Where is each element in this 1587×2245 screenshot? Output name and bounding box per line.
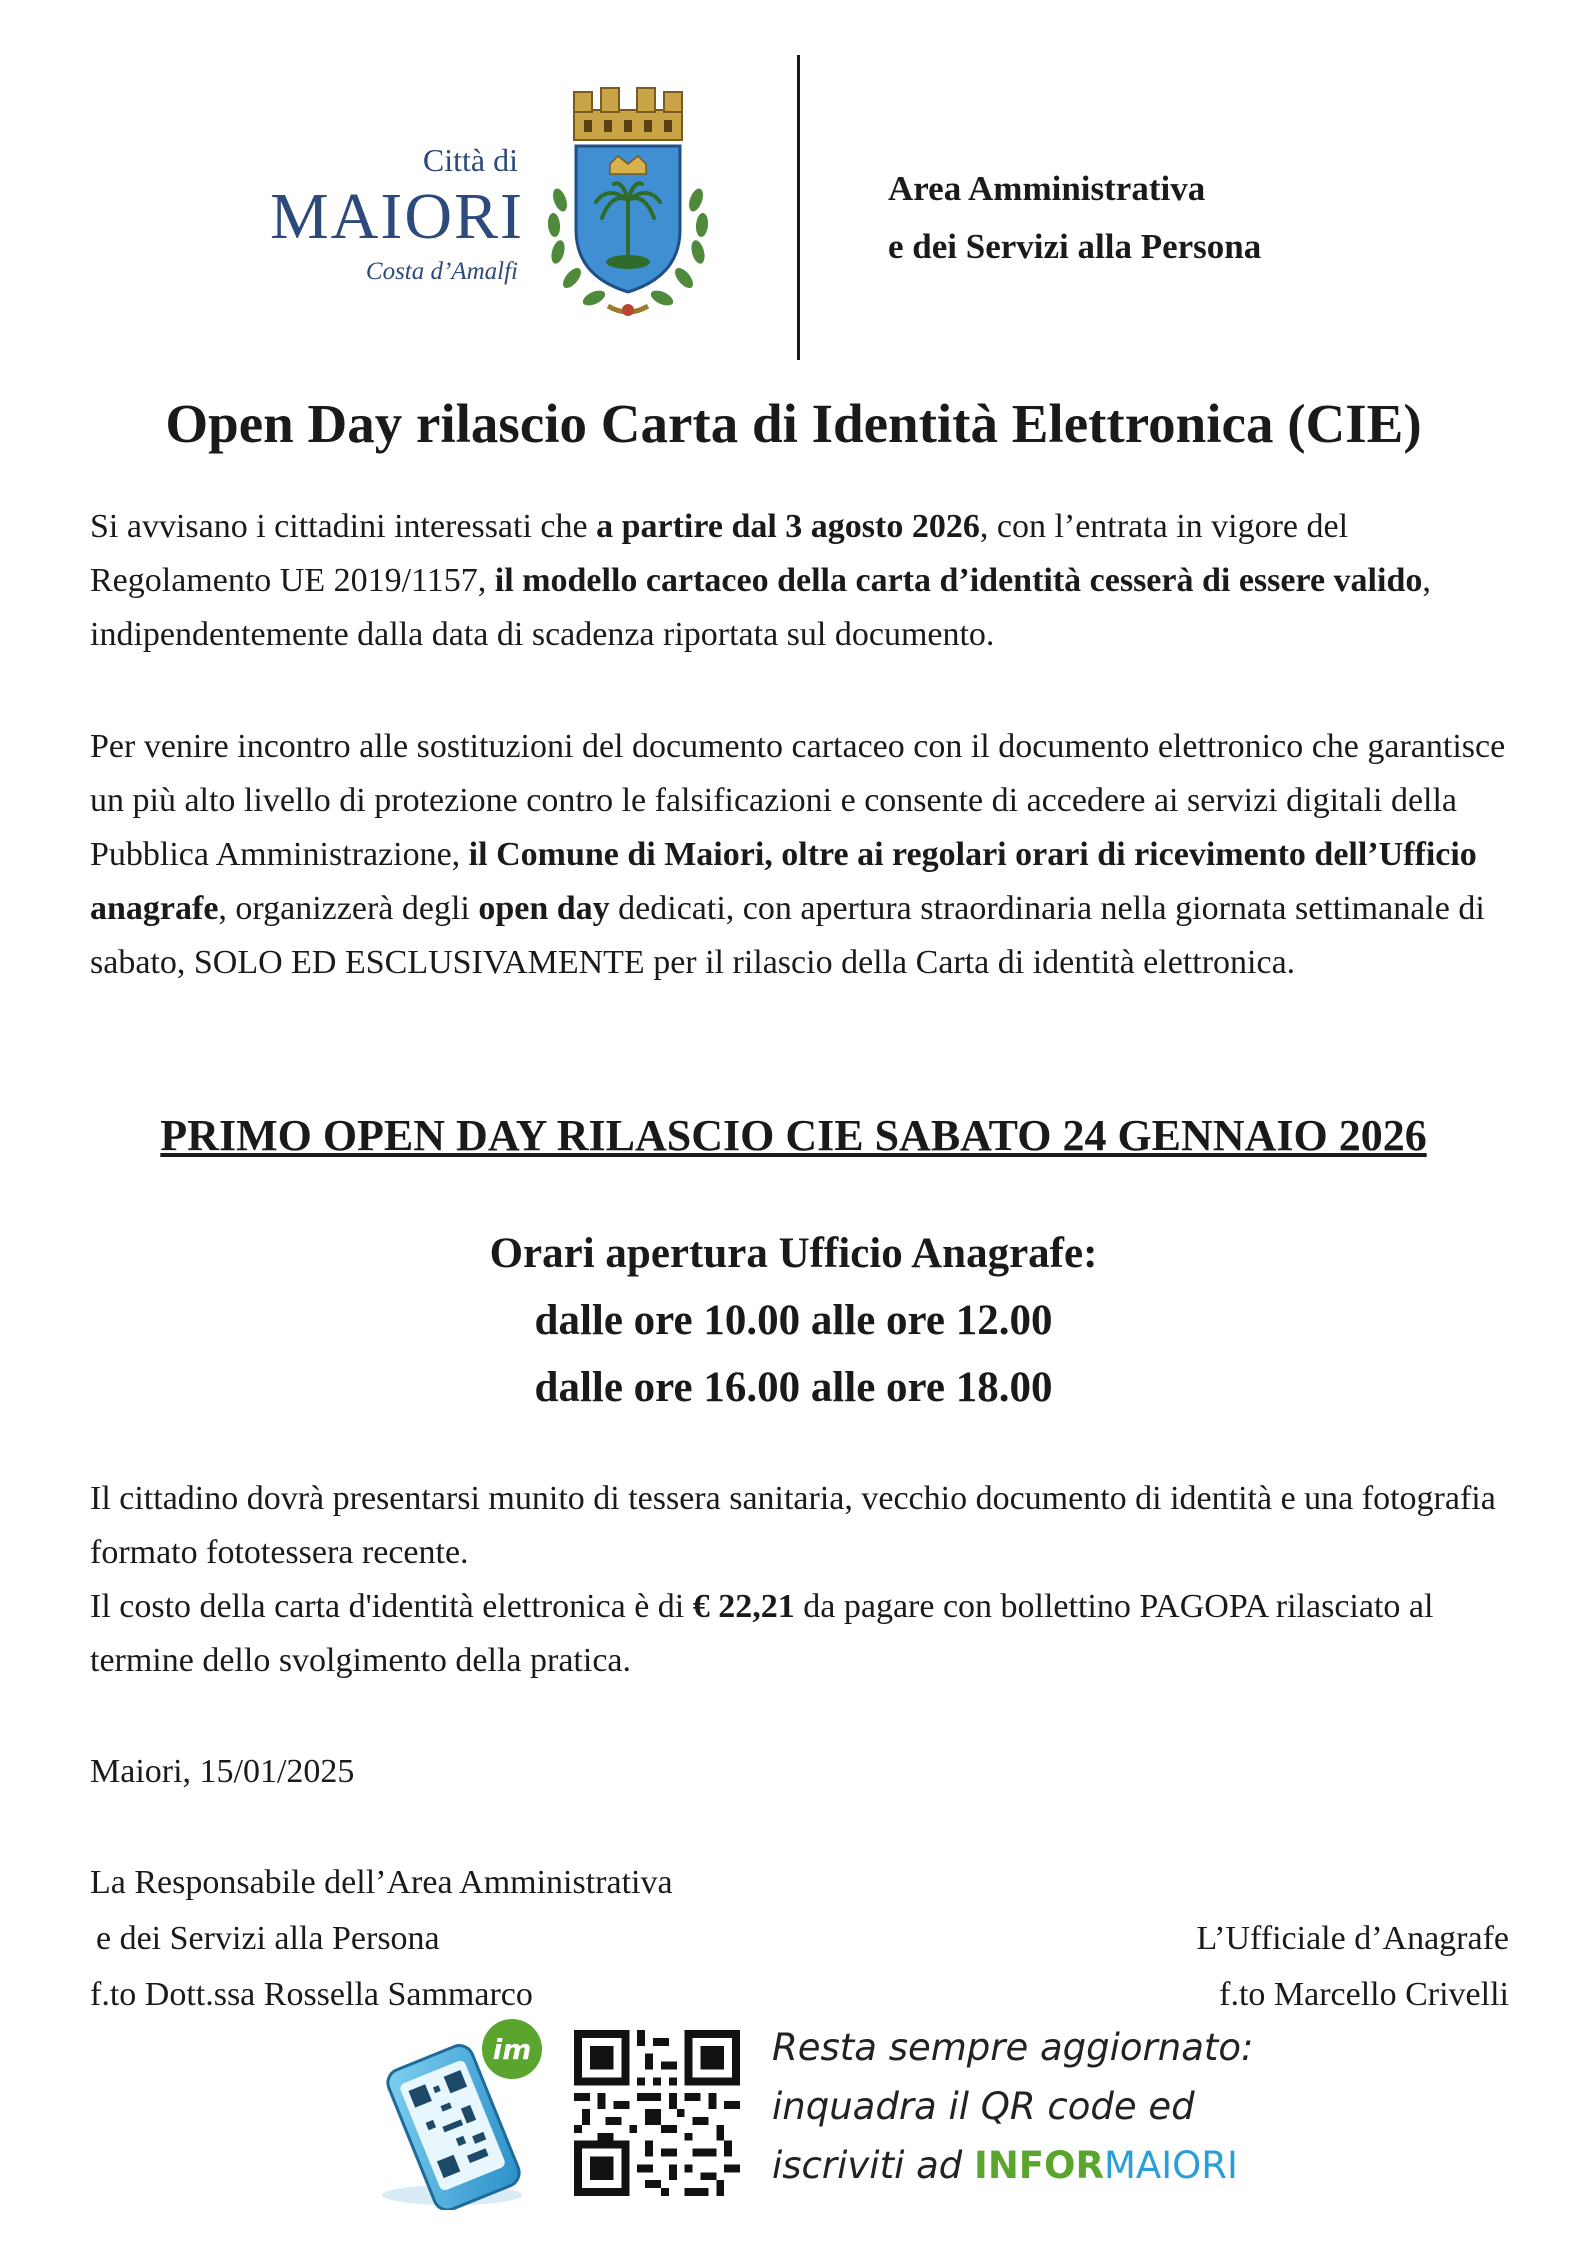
cost-amount: € 22,21 xyxy=(692,1588,795,1625)
signature-left-role-2: e dei Servizi alla Persona xyxy=(96,1920,440,1957)
hours-title: Orari apertura Ufficio Anagrafe: xyxy=(489,1230,1098,1277)
comune-bold: il Comune di Maiori, oltre ai regolari orari di ricevimento dell’Ufficio anagrafe xyxy=(90,836,1477,927)
logo-costa-amalfi: Costa d’Amalfi xyxy=(365,258,518,285)
city-logo-text xyxy=(270,140,524,288)
document-date: Maiori, 15/01/2025 xyxy=(90,1753,355,1790)
open-day-heading: PRIMO OPEN DAY RILASCIO CIE SABATO 24 GENNAIO 2026 xyxy=(160,1111,1427,1160)
phone-qr-icon xyxy=(362,2015,552,2210)
area-title-line1: Area Amministrativa xyxy=(888,169,1206,208)
hours-slot-morning: dalle ore 10.00 alle ore 12.00 xyxy=(534,1297,1053,1344)
banner-line1: Resta sempre aggiornato: xyxy=(772,2026,1254,2069)
logo-citta-di: Città di xyxy=(422,142,518,178)
open-day-text: Per venire incontro alle sostituzioni del documento cartaceo con il documento elettronico che garantisce un più alto livello di protezione contro le falsificazioni e consente di accedere ai servizi digitali della Pubblica Amministrazione, xyxy=(90,728,1506,873)
informaiori-infor[interactable]: INFOR xyxy=(974,2144,1104,2187)
qr-code-icon[interactable] xyxy=(574,2030,740,2196)
app-badge-text: im xyxy=(492,2033,532,2066)
page-title: Open Day rilascio Carta di Identità Elettronica (CIE) xyxy=(165,393,1422,454)
cost-text: da pagare con bollettino PAGOPA rilasciato al termine dello svolgimento della pratica. xyxy=(90,1588,1434,1679)
open-day-text: dedicati, con apertura straordinaria nella giornata settimanale di sabato, SOLO ED ESCLUSIVAMENTE per il rilascio della Carta di identità elettronica. xyxy=(90,890,1485,981)
notice-date-bold: a partire dal 3 agosto 2026 xyxy=(596,508,980,545)
area-title xyxy=(888,160,1261,276)
open-day-bold: open day xyxy=(478,890,610,927)
notice-text: , con l’entrata in vigore del Regolamento UE 2019/1157, xyxy=(90,508,1349,599)
subscribe-banner xyxy=(772,2018,1254,2195)
requirements-paragraph xyxy=(90,1472,1510,1688)
notice-text: Si avvisano i cittadini interessati che xyxy=(90,508,597,545)
notice-validity-bold: il modello cartaceo della carta d’identità cesserà di essere valido xyxy=(494,562,1423,599)
signature-left-name: f.to Dott.ssa Rossella Sammarco xyxy=(90,1976,533,2013)
requirements-text: Il cittadino dovrà presentarsi munito di tessera sanitaria, vecchio documento di identità e una fotografia formato fototessera recente. xyxy=(90,1480,1496,1571)
banner-line2: inquadra il QR code ed xyxy=(772,2085,1195,2128)
hours-slot-afternoon: dalle ore 16.00 alle ore 18.00 xyxy=(534,1364,1053,1411)
coat-of-arms-icon xyxy=(538,80,718,330)
office-hours xyxy=(0,1220,1587,1421)
signature-right-name: f.to Marcello Crivelli xyxy=(1219,1976,1509,2013)
open-day-paragraph xyxy=(90,720,1510,990)
signature-left-role: La Responsabile dell’Area Amministrativa xyxy=(90,1864,673,1901)
logo-maiori: MAIORI xyxy=(270,180,524,253)
signature-right-role: L’Ufficiale d’Anagrafe xyxy=(1196,1920,1509,1957)
open-day-text: , organizzerà degli xyxy=(218,890,479,927)
signature-left xyxy=(90,1855,673,2023)
signature-right xyxy=(1197,1911,1509,2023)
informaiori-maiori[interactable]: MAIORI xyxy=(1104,2144,1238,2187)
header-divider xyxy=(797,55,800,360)
cost-text: Il costo della carta d'identità elettronica è di xyxy=(90,1588,693,1625)
banner-subscribe-text: iscriviti ad xyxy=(772,2144,975,2187)
area-title-line2: e dei Servizi alla Persona xyxy=(888,227,1262,266)
notice-paragraph xyxy=(90,500,1510,662)
notice-text: , indipendentemente dalla data di scadenza riportata sul documento. xyxy=(90,562,1431,653)
header xyxy=(0,0,1587,370)
banner-line3 xyxy=(772,2136,1254,2195)
